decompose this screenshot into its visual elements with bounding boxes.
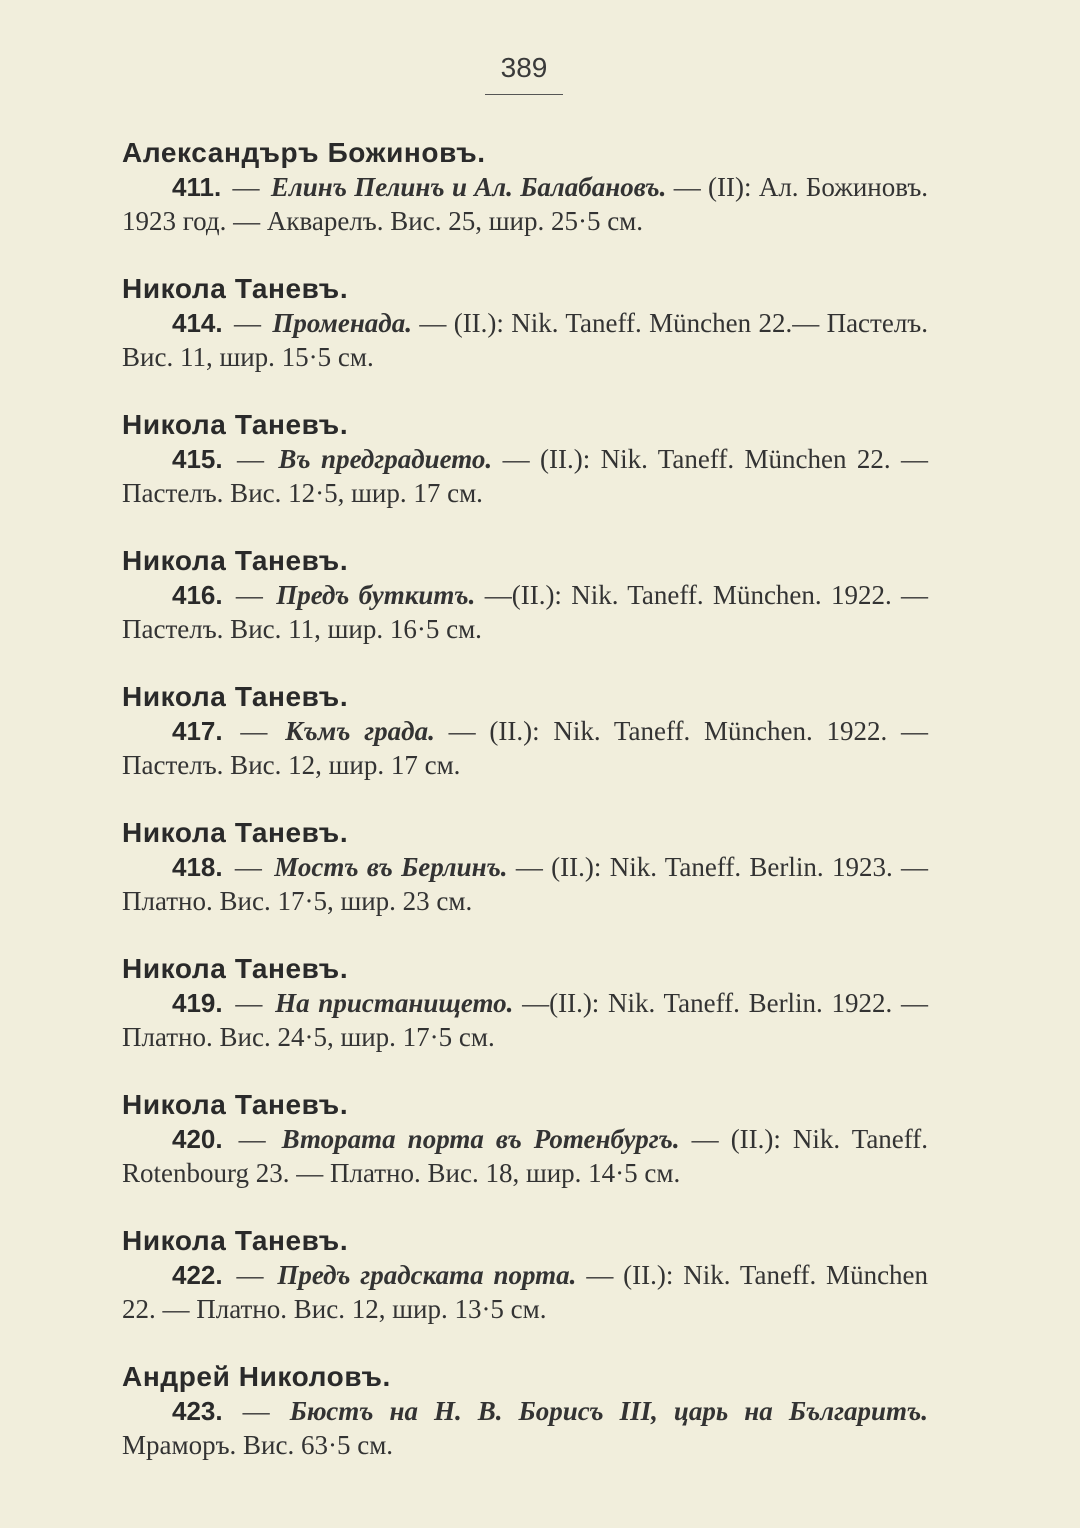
artwork-title: На пристанището. (275, 988, 514, 1018)
entry-description: 416. — Предъ буткитъ. —(II.): Nik. Taneff. München. 1922. — Пастелъ. Вис. 11, шир. 16·5 см. (122, 580, 929, 644)
entry-description: 420. — Втората порта въ Ротенбургъ. — (II.): Nik. Taneff. Rotenbourg 23. — Платно. Вис. 18, шир. 14·5 см. (122, 1124, 929, 1188)
entry-details: —(II.): Nik. Taneff. München. 1922. — Пастелъ. Вис. 11, шир. 16·5 см. (122, 580, 929, 644)
entry-number: 423. (172, 1396, 223, 1426)
artist-name: Никола Таневъ. (122, 1089, 349, 1120)
catalog-entry (122, 1224, 928, 1326)
artist-name: Андрей Николовъ. (122, 1361, 391, 1392)
entry-number: 422. (172, 1260, 223, 1290)
artwork-title: Предъ градската порта. (277, 1260, 577, 1290)
entry-number: 418. (172, 852, 223, 882)
artist-name: Никола Таневъ. (122, 817, 349, 848)
artist-name: Александъръ Божиновъ. (122, 137, 486, 168)
entry-details: — (II.): Nik. Taneff. Rotenbourg 23. — Платно. Вис. 18, шир. 14·5 см. (122, 1124, 929, 1188)
artist-name: Никола Таневъ. (122, 953, 349, 984)
catalog-entries (122, 136, 928, 1496)
entry-details: — (II.): Nik. Taneff. München 22. — Пастелъ. Вис. 12·5, шир. 17 см. (122, 444, 929, 508)
entry-description: 422. — Предъ градската порта. — (II.): Nik. Taneff. München 22. — Платно. Вис. 12, шир. 13·5 см. (122, 1260, 929, 1324)
entry-details: — (II.): Nik. Taneff. München 22.— Пастелъ. Вис. 11, шир. 15·5 см. (122, 308, 929, 372)
artist-name: Никола Таневъ. (122, 409, 349, 440)
entry-number: 414. (172, 308, 223, 338)
entry-details: — (II.): Nik. Taneff. München 22. — Платно. Вис. 12, шир. 13·5 см. (122, 1260, 929, 1324)
entry-description: 417. — Къмъ града. — (II.): Nik. Taneff. München. 1922. — Пастелъ. Вис. 12, шир. 17 см. (122, 716, 929, 780)
entry-details: — (II): Ал. Божиновъ. 1923 год. — Акварелъ. Вис. 25, шир. 25·5 см. (122, 172, 929, 236)
entry-number: 415. (172, 444, 223, 474)
entry-number: 420. (172, 1124, 223, 1154)
catalog-entry (122, 272, 928, 374)
artist-name: Никола Таневъ. (122, 1225, 349, 1256)
artwork-title: Променада. (272, 308, 412, 338)
catalog-entry (122, 408, 928, 510)
artwork-title: Предъ буткитъ. (276, 580, 476, 610)
artist-name: Никола Таневъ. (122, 545, 349, 576)
entry-number: 417. (172, 716, 223, 746)
artist-name: Никола Таневъ. (122, 273, 349, 304)
artwork-title: Въ предградието. (278, 444, 493, 474)
entry-description: 411. — Елинъ Пелинъ и Ал. Балабановъ. — (II): Ал. Божиновъ. 1923 год. — Акварелъ. Вис. 25, шир. 25·5 см. (122, 172, 929, 236)
artwork-title: Мостъ въ Берлинъ. (274, 852, 508, 882)
catalog-entry (122, 816, 928, 918)
artwork-title: Къмъ града. (285, 716, 435, 746)
entry-details: Мраморъ. Вис. 63·5 см. (122, 1430, 394, 1460)
entry-details: — (II.): Nik. Taneff. München. 1922. — Пастелъ. Вис. 12, шир. 17 см. (122, 716, 929, 780)
catalog-entry (122, 1088, 928, 1190)
entry-description: 418. — Мостъ въ Берлинъ. — (II.): Nik. Taneff. Berlin. 1923. — Платно. Вис. 17·5, шир. 23 см. (122, 852, 929, 916)
artist-name: Никола Таневъ. (122, 681, 349, 712)
entry-details: — (II.): Nik. Taneff. Berlin. 1923. — Платно. Вис. 17·5, шир. 23 см. (122, 852, 929, 916)
artwork-title: Бюстъ на Н. В. Борисъ III, царь на Българитъ. (289, 1396, 929, 1426)
entry-number: 416. (172, 580, 223, 610)
entry-description: 419. — На пристанището. —(II.): Nik. Taneff. Berlin. 1922. — Платно. Вис. 24·5, шир. 17·5 см. (122, 988, 929, 1052)
entry-description: 414. — Променада. — (II.): Nik. Taneff. München 22.— Пастелъ. Вис. 11, шир. 15·5 см. (122, 308, 929, 372)
catalog-entry (122, 136, 928, 238)
catalog-entry (122, 680, 928, 782)
entry-number: 411. (172, 172, 222, 202)
catalog-entry (122, 1360, 928, 1462)
entry-number: 419. (172, 988, 223, 1018)
entry-details: —(II.): Nik. Taneff. Berlin. 1922. — Платно. Вис. 24·5, шир. 17·5 см. (122, 988, 929, 1052)
catalog-entry (122, 544, 928, 646)
artwork-title: Елинъ Пелинъ и Ал. Балабановъ. (270, 172, 667, 202)
artwork-title: Втората порта въ Ротенбургъ. (281, 1124, 680, 1154)
entry-description: 415. — Въ предградието. — (II.): Nik. Taneff. München 22. — Пастелъ. Вис. 12·5, шир. 17 см. (122, 444, 929, 508)
entry-description: 423. — Бюстъ на Н. В. Борисъ III, царь на Българитъ. Мраморъ. Вис. 63·5 см. (122, 1396, 929, 1460)
page-number: 389 (500, 52, 548, 83)
page-number-underline (485, 94, 563, 95)
catalog-entry (122, 952, 928, 1054)
